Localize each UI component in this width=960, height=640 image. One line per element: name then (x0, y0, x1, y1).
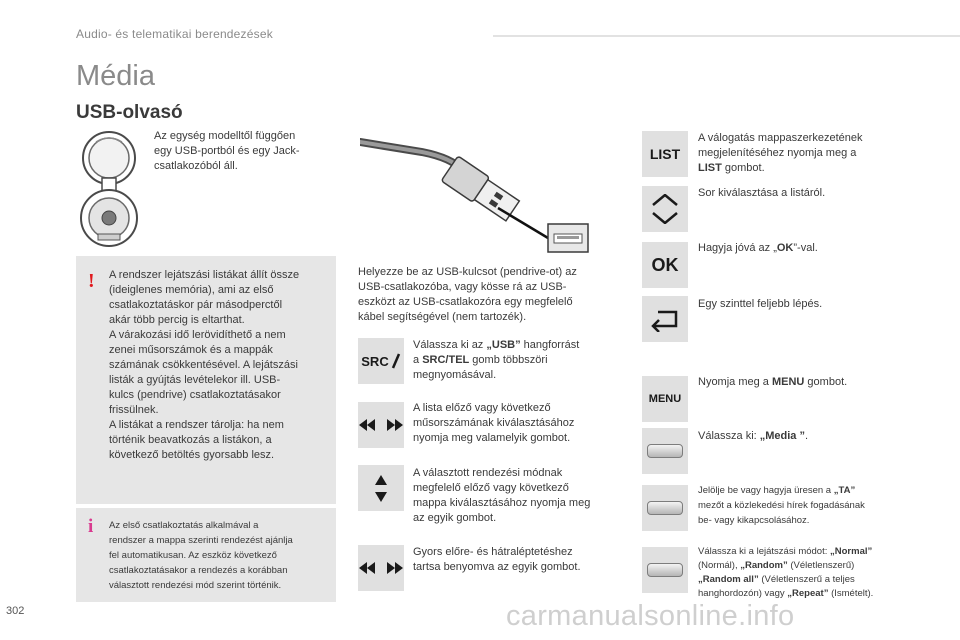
pill-icon (647, 563, 683, 577)
list-instructions: A válogatás mappaszerkezetének megjelenítéséhez nyomja meg a LIST gombot. (698, 132, 863, 174)
ta-checkbox-button[interactable] (642, 485, 688, 531)
up-down-instructions: A választott rendezési módnak megfelelő előző vagy következő mappa kiválasztásához nyomja meg az egyik gombot. (413, 467, 591, 524)
media-select-text: Válassza ki: „Media ”. (698, 430, 809, 442)
warning-icon: ! (88, 270, 95, 292)
prev-next-instructions: A lista előző vagy következő műsorszámának kiválasztásához nyomja meg valamelyik gombot. (413, 402, 575, 444)
warning-text: A rendszer lejátszási listákat állít össze (ideiglenes memória), ami az első csatlakoztatáskor pár másodperctől akár több percig is eltarthat. A várakozási idő lerövidíthető a nem zenei műsorszámok és a mappák számának csökkentésével. A lejátszási listák a gyújtás levételekor ill. USB- kulcs (pendrive) csatlakoztatásakor frissülnek. A listákat a rendszer tárolja: ha nem történik beavatkozás a listákon, a következő betöltés gyorsabb lesz. (109, 269, 300, 461)
back-text: Egy szinttel feljebb lépés. (698, 298, 823, 310)
prev-next-button[interactable] (358, 402, 404, 448)
ok-label: OK (651, 254, 679, 275)
list-button[interactable] (642, 131, 688, 177)
usb-plug-illustration (360, 130, 600, 260)
seek-button[interactable] (358, 545, 404, 591)
back-button[interactable] (642, 296, 688, 342)
chevron-up-icon (652, 194, 678, 206)
src-button[interactable] (358, 338, 404, 384)
menu-instructions: Nyomja meg a MENU gombot. (698, 376, 848, 388)
row-select-text: Sor kiválasztása a listáról. (698, 187, 826, 199)
ok-button[interactable] (642, 242, 688, 288)
src-label: SRC (361, 353, 389, 369)
up-down-button[interactable] (358, 465, 404, 511)
back-arrow-icon (650, 306, 680, 332)
play-mode-instructions: Válassza ki a lejátszási módot: „Normal” (Normál), „Random” (Véletlenszerű) „Random all” (Véletlenszerű a teljes hanghordozón) vagy „Repeat” (Ismételt). (698, 546, 874, 599)
play-mode-button[interactable] (642, 547, 688, 593)
running-header: Audio- és telematikai berendezések (76, 27, 273, 41)
intro-text: Az egység modelltől függően egy USB-portból és egy Jack- csatlakozóból áll. (154, 130, 300, 172)
media-select-button[interactable] (642, 428, 688, 474)
pill-icon (647, 501, 683, 515)
chevron-down-icon (652, 212, 678, 224)
header-rule (493, 35, 960, 37)
info-icon: i (88, 516, 94, 537)
watermark: carmanualsonline.info (506, 600, 795, 632)
list-label: LIST (649, 146, 681, 162)
section-title: USB-olvasó (76, 102, 183, 123)
ok-instructions: Hagyja jóvá az „OK”-val. (698, 242, 818, 254)
menu-button[interactable] (642, 376, 688, 422)
pill-icon (647, 444, 683, 458)
fast-forward-rewind-icon (359, 561, 403, 575)
triangle-down-icon (375, 492, 387, 502)
prev-next-icon (359, 418, 403, 432)
ta-instructions: Jelölje be vagy hagyja üresen a „TA” mezőt a közlekedési hírek fogadásának be- vagy kikapcsolásához. (698, 485, 865, 526)
page-number: 302 (6, 605, 25, 617)
triangle-up-icon (375, 475, 387, 485)
seek-instructions: Gyors előre- és hátraléptetéshez tartsa benyomva az egyik gombot. (413, 546, 581, 573)
phone-slash-icon (391, 353, 401, 369)
row-select-button[interactable] (642, 186, 688, 232)
usb-port-illustration (76, 130, 142, 250)
src-instructions: Válassza ki az „USB” hangforrást a SRC/TEL gomb többszöri megnyomásával. (413, 339, 580, 381)
page-title: Média (76, 60, 155, 92)
info-text: Az első csatlakoztatás alkalmával a rendszer a mappa szerinti rendezést ajánlja fel automatikusan. Az eszköz következő csatlakoztatásakor a rendezés a korábban választott rendezési mód szerint történik. (109, 520, 293, 591)
menu-label: MENU (648, 393, 682, 405)
insert-instructions: Helyezze be az USB-kulcsot (pendrive-ot) az USB-csatlakozóba, vagy kösse rá az USB- eszközt az USB-csatlakozóra egy megfelelő kábel segítségével (nem tartozék). (358, 266, 577, 323)
